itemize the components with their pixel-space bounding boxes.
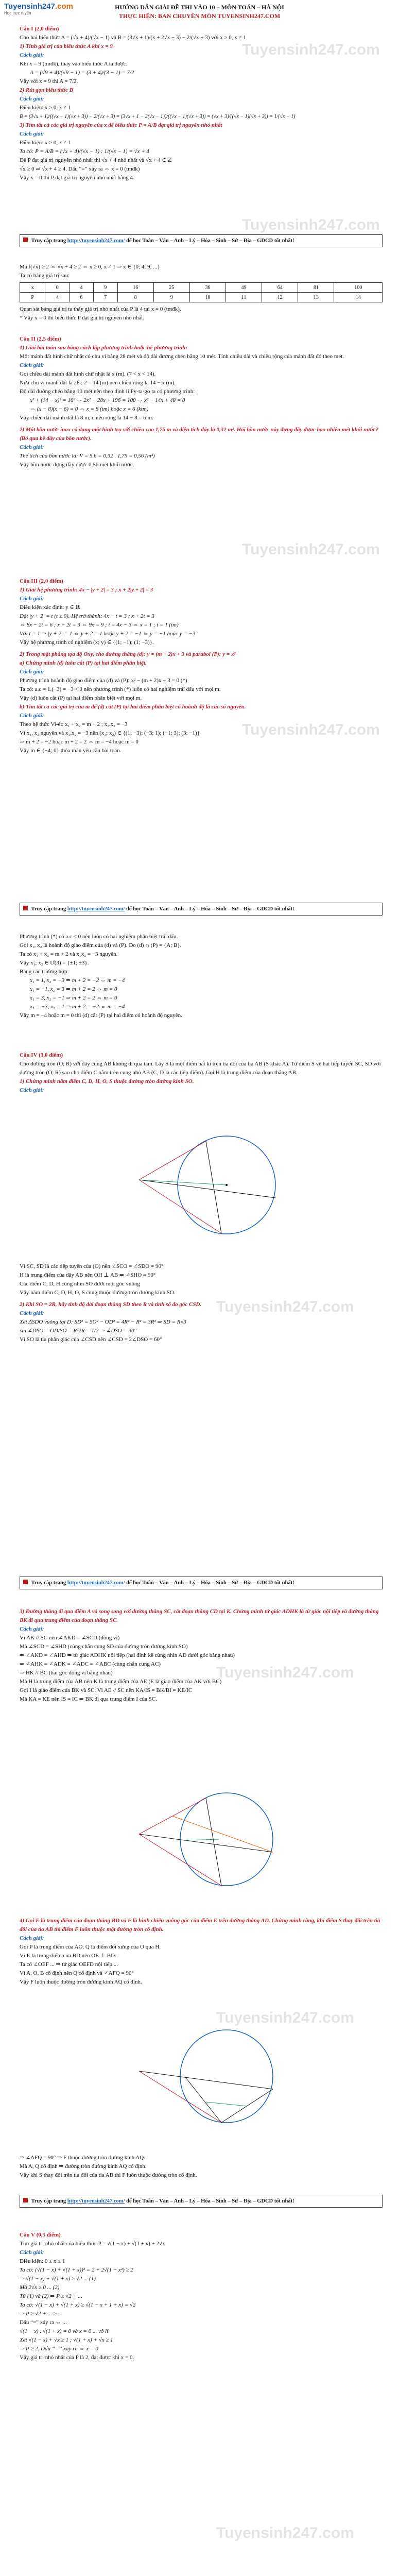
table-cell: 4 (45, 293, 70, 302)
table-cell: 13 (298, 293, 334, 302)
q3-cont-line: Vậy x₁; x₂ ∈ Ư(3) = {±1; ±3}. (20, 960, 89, 966)
site-logo[interactable]: Tuyensinh247.com Học trực tuyến (4, 2, 73, 15)
q3-cont-line: Gọi x₁, x₂ là hoành độ giao điểm của (d) và (P). Do (d) ∩ (P) = {A; B}. (20, 942, 182, 948)
tangent-sc (139, 1141, 206, 1180)
q4-part1-title: 1) Chứng minh năm điểm C, D, H, O, S thuộc đường tròn đường kính SO. (20, 1078, 194, 1084)
q5-line: Vậy giá trị nhỏ nhất của P là 2, đạt được khi x = 0. (20, 2354, 134, 2361)
q2-p2-line: Vậy bồn nước đựng đầy được 0,56 mét khối nước. (20, 462, 134, 468)
q2-p1-line: ⇔ (x − 8)(x − 6) = 0 ⇔ x = 8 (tm) hoặc x = 6 (ktm) (30, 406, 149, 412)
q2-part1-title: 1) Giải bài toán sau bằng cách lập phương trình hoặc hệ phương trình: (20, 345, 188, 351)
q4-p3-line: ⇒ ∠AHK = ∠ADK = ∠ADC = ∠ABC (cùng chắn cung AC) (20, 1661, 161, 1667)
segment-ef (206, 2102, 247, 2106)
solution-label: Cách giải: (20, 96, 44, 102)
bullet-icon (23, 238, 28, 242)
q1-p3-line: Để P đạt giá trị nguyên nhỏ nhất thì √x + 4 nhỏ nhất và √x + 4 ∈ ℤ (20, 157, 172, 163)
q4-p3-line: Mà H là trung điểm của AB nên K là trung điểm của AE (E là giao điểm của AK với BC) (20, 1679, 222, 1685)
question-4-part1-solution (20, 1262, 383, 1344)
q4-end-line: ⇒ ∠AFQ = 90° ⇒ F thuộc đường tròn đường kính AQ. (20, 2155, 145, 2161)
table-cell: 8 (117, 293, 153, 302)
q2-p1-line: Gọi chiều dài mảnh đất hình chữ nhật là x (m), (7 < x < 14). (20, 371, 156, 377)
q4-p1-line: Vậy năm điểm C, D, H, O, S cùng thuộc đường tròn đường kính SO. (20, 1290, 176, 1296)
q4-p3-line: Vì AK // SC nên ∠AKD = ∠SCD (đồng vị) (20, 1635, 120, 1641)
q4-p1-line: Vì SC, SD là các tiếp tuyến của (O) nên ∠SCO = ∠SDO = 90° (20, 1263, 164, 1269)
q3-cont-line: x₁ = 1, x₂ = −3 ⇒ m + 2 = −2 ⇔ m = −4 (30, 977, 125, 984)
question-1-title: Câu I (2,0 điểm) (20, 26, 59, 32)
q4-p3-line: Gọi I là giao điểm của BK và SC. Vì AE // SC nên KA/IS = BK/BI = KE/IC (20, 1687, 193, 1693)
q1-p3-line: Vậy x = 0 thì P đạt giá trị nguyên nhỏ nhất bằng 4. (20, 175, 134, 181)
q1-p3-line: Điều kiện: x ≥ 0, x ≠ 1 (20, 140, 71, 146)
q4-p4-line: Ta có ∠OEF ... ⇒ tứ giác OEFD nội tiếp ... (20, 1961, 118, 1968)
value-table (20, 282, 383, 302)
solution-label: Cách giải: (20, 52, 44, 58)
q3-cont-line: x₁ = 3, x₂ = −1 ⇒ m + 2 = 2 ⇔ m = 0 (30, 995, 117, 1001)
tuyensinh-link[interactable]: http://tuyensinh247.com/ (67, 238, 125, 244)
table-cell: 6 (70, 293, 94, 302)
q3-p1-line: ⇔ 8x − 2t = 6 ; x + 2t = 3 ⇔ 9x = 9 ; t = 4x − 3 ⇔ x = 1 ; t = 1 (tm) (20, 622, 179, 628)
q4-p1-line: Các điểm C, D, H cùng nhìn SO dưới một góc vuông (20, 1281, 140, 1287)
question-4-part4 (20, 1917, 383, 1987)
question-2 (20, 335, 383, 469)
q4-end-line: Mà A, Q cố định ⇒ đường tròn đường kính AQ cố định. (20, 2163, 147, 2170)
q2-part2-title: 2) Một bồn nước inox có dạng một hình trụ với chiều cao 1,75 m và diện tích đáy là 0,32 m². Hỏi bồn nước này đựng đầy được bao nhiêu mét khối nước? (Bỏ qua bề dày của bồn nước). (20, 427, 379, 442)
q1-cont-line: Quan sát bảng giá trị ta thấy giá trị nhỏ nhất của P là 4 tại x = 0 (tmđk). (20, 306, 181, 312)
q3-p1-line: Vậy hệ phương trình có nghiệm (x; y) ∈ {(1; −1); (1; −3)}. (20, 639, 154, 646)
point-o (225, 1184, 228, 1186)
question-3 (20, 577, 383, 755)
watermark: Tuyensinh247.com (216, 2524, 354, 2541)
question-1-intro: Cho hai biểu thức A = (√x + 4)/(√x − 1) và B = (3√x + 1)/(x + 2√x − 3) − 2/(√x + 3) với x ≥ 0, x ≠ 1 (20, 35, 246, 41)
q4-p1-line: H là trung điểm của dây AB nên OH ⊥ AB ⇒ ∠SHO = 90° (20, 1272, 156, 1278)
table-cell: 16 (117, 283, 153, 293)
question-5 (20, 2231, 383, 2362)
solution-label: Cách giải: (20, 1935, 44, 1941)
table-cell: 4 (70, 283, 94, 293)
question-4 (20, 1051, 383, 1095)
q4-end-line: Vậy khi S thay đổi trên tia đối của tia AB thì F luôn thuộc đường tròn cố định. (20, 2172, 197, 2178)
header-subtitle: THỰC HIỆN: BAN CHUYÊN MÔN TUYENSINH247.COM (118, 12, 281, 20)
table-cell: 49 (226, 283, 262, 293)
q1-p1-line: A = (√9 + 4)/(√9 − 1) = (3 + 4)/(3 − 1) = 7/2 (30, 70, 134, 76)
q1-part2-title: 2) Rút gọn biểu thức B (20, 87, 74, 93)
q5-line: Dấu “=” xảy ra ⇔ ... (20, 2319, 67, 2326)
promo-note: Truy cập trang http://tuyensinh247.com/ để học Toán – Văn – Anh – Lý – Hóa – Sinh – Sử – Địa – GDCD tốt nhất! (20, 2195, 383, 2208)
document-header (0, 3, 399, 21)
solution-label: Cách giải: (20, 444, 44, 450)
table-cell: P (20, 293, 45, 302)
solution-label: Cách giải: (20, 2249, 44, 2256)
table-cell: 11 (226, 293, 262, 302)
q5-line: Xét √(1 − x) + √x ≥ 1 ; √(1 + x) + √x ≥ 1 (20, 2337, 113, 2343)
table-cell: 0 (45, 283, 70, 293)
q3-p2a-line: Phương trình hoành độ giao điểm của (d) và (P): x² − (m + 2)x − 3 = 0 (*) (20, 677, 187, 684)
q2-p1-line: x² + (14 − x)² = 10² ⇔ 2x² − 28x + 196 = 100 ⇔ x² − 14x + 48 = 0 (30, 397, 185, 403)
q4-p4-line: Vì A, O, B cố định nên Q cố định và ∠AFQ = 90° (20, 1970, 134, 1976)
q4-p2-line: sin ∠DSO = OD/SO = R/2R = 1/2 ⇒ ∠DSO = 30° (20, 1328, 137, 1334)
geometry-figure-3 (129, 1999, 283, 2143)
q4-part3-title: 3) Đường thẳng đi qua điểm A và song song với đường thẳng SC, cắt đoạn thẳng CD tại K. Chứng minh tứ giác ADHK là tứ giác nội tiếp và đường thẳng BK đi qua trung điểm của đoạn thẳng SC. (20, 1608, 379, 1623)
watermark: Tuyensinh247.com (216, 1664, 354, 1681)
q5-line: Ta có: √(1 − x) + √(1 + x) ≥ √(1 − x + 1 + x) = √2 (20, 2302, 136, 2308)
q3-part1-title: 1) Giải hệ phương trình: 4x − |y + 2| = 3 ; x + 2|y + 2| = 3 (20, 587, 153, 593)
q3-cont-line: x₁ = −3, x₂ = 1 ⇒ m + 2 = −2 ⇔ m = −4 (30, 1004, 125, 1010)
q1-p1-line: Khi x = 9 (tmđk), thay vào biểu thức A ta được: (20, 61, 128, 67)
circle-o (180, 1793, 273, 1886)
table-cell: x (20, 283, 45, 293)
watermark: Tuyensinh247.com (242, 541, 380, 558)
table-cell: 64 (262, 283, 298, 293)
q4-p3-line: Mà KA = KE nên IS = IC ⇒ BK đi qua trung điểm I của SC. (20, 1696, 157, 1702)
question-4-end (20, 2154, 383, 2180)
q1-p3-line: Ta có: P = A/B = (√x + 4)/(√x − 1) : 1/(√x − 1) = √x + 4 (20, 148, 149, 155)
q1-p3-line: √x ≥ 0 ⇒ √x + 4 ≥ 4. Dấu “=” xảy ra ⇔ x = 0 (tmđk) (20, 166, 140, 172)
chord-cd (206, 1798, 221, 1886)
q3-cont-line: Ta có x₁ + x₂ = m + 2 và x₁x₂ = −3 nguyên. (20, 951, 118, 957)
tangent-sd (139, 1180, 221, 1233)
table-cell: 12 (262, 293, 298, 302)
question-5-intro: Tìm giá trị nhỏ nhất của biểu thức P = √(1 − x) + √(1 + x) + 2√x (20, 2241, 165, 2247)
question-4-intro: Cho đường tròn (O; R) với dây cung AB không đi qua tâm. Lấy S là một điểm bất kì trên tia đối của tia AB (S khác A). Từ điểm S vẽ hai tiếp tuyến SC, SD với đường tròn (O; R) sao cho điểm C nằm trên cung nhỏ AB (C, D là các tiếp điểm). Gọi H là trung điểm của đoạn thẳng AB. (20, 1061, 381, 1076)
q4-p3-line: Mà ∠SCD = ∠SHD (cùng chắn cung SD của đường tròn đường kính SO) (20, 1643, 188, 1650)
question-4-part3 (20, 1607, 383, 1704)
table-cell: 14 (334, 293, 383, 302)
table-cell: 100 (334, 283, 383, 293)
line-sab (139, 1180, 275, 1198)
q3-p2b-line: Theo hệ thức Vi-ét: x₁ + x₂ = m + 2 ; x₁.x₂ = −3 (20, 721, 128, 727)
segment-ad (185, 2077, 221, 2123)
q5-line: ⇒ P ≥ √2 + ... ≥ ... (20, 2311, 62, 2317)
solution-label: Cách giải: (20, 1626, 44, 1632)
q2-p2-line: Thể tích của bồn nước là: V = S.h = 0,32 . 1,75 = 0,56 (m³) (20, 453, 155, 459)
q1-p2-line: B = (3√x + 1)/((√x − 1)(√x + 3)) − 2/(√x + 3) = (3√x + 1 − 2(√x − 1))/((√x − 1)(√x + 3)) = (√x + 3)/((√x − 1)(√x + 3)) = 1/(√x − 1) (20, 114, 296, 120)
table-cell: 9 (93, 283, 117, 293)
q2-p1-line: Nửa chu vi mảnh đất là 28 : 2 = 14 (m) nên chiều rộng là 14 − x (m). (20, 380, 176, 386)
q3-cont-line: x₁ = −1, x₂ = 3 ⇒ m + 2 = 2 ⇔ m = 0 (30, 986, 117, 992)
q3-p1-line: Điều kiện xác định: y ∈ ℝ (20, 604, 80, 611)
table-cell: 10 (189, 293, 225, 302)
q1-cont-line: Ta có bảng giá trị sau: (20, 273, 70, 279)
q1-p1-line: Vậy với x = 9 thì A = 7/2. (20, 78, 78, 84)
tuyensinh-link[interactable]: http://tuyensinh247.com/ (67, 2198, 125, 2204)
q4-p3-line: ⇒ HK // BC (hai góc đồng vị bằng nhau) (20, 1670, 113, 1676)
geometry-figure-2 (129, 1762, 283, 1906)
q2-p1-line: Độ dài đường chéo bằng 10 mét nên theo định lí Py-ta-go ta có phương trình: (20, 388, 195, 395)
q3-p2b-line: ⇒ m + 2 = −2 hoặc m + 2 = 2 ⇔ m = −4 hoặc m = 0 (20, 739, 138, 745)
promo-note: Truy cập trang http://tuyensinh247.com/ để học Toán – Văn – Anh – Lý – Hóa – Sinh – Sử – Địa – GDCD tốt nhất! (20, 1577, 383, 1589)
q5-line: Điều kiện: 0 ≤ x ≤ 1 (20, 2258, 65, 2264)
watermark: Tuyensinh247.com (242, 216, 380, 233)
question-3-title: Câu III (2,0 điểm) (20, 578, 63, 584)
q3-part2a-title: a) Chứng minh (d) luôn cắt (P) tại hai điểm phân biệt. (20, 660, 147, 666)
geometry-figure-1 (129, 1097, 283, 1252)
table-cell: 25 (153, 283, 189, 293)
q1-part1-title: 1) Tính giá trị của biểu thức A khi x = 9 (20, 43, 113, 49)
q4-p3-line: ⇒ ∠AKD = ∠AHD ⇒ tứ giác ADHK nội tiếp (hai đỉnh kề cùng nhìn AD dưới góc bằng nhau) (20, 1652, 235, 1658)
table-cell: 9 (153, 293, 189, 302)
q5-line: Ta có: (√(1 − x) + √(1 + x))² = 2 + 2√(1 − x²) ≥ 2 (20, 2267, 133, 2273)
q3-p2a-line: Ta có: a.c = 1.(−3) = −3 < 0 nên phương trình (*) luôn có hai nghiệm trái dấu với mọi m. (20, 686, 221, 692)
q4-part4-title: 4) Gọi E là trung điểm của đoạn thẳng BD và F là hình chiếu vuông góc của điểm E trên đường thẳng AD. Chứng minh rằng, khi điểm S thay đổi trên tia đối của tia AB thì điểm F luôn thuộc một đường tròn cố định. (20, 1918, 380, 1933)
q4-p2-line: Vì SO là tia phân giác của ∠CSD nên ∠CSD = 2∠DSO = 60° (20, 1336, 162, 1343)
q1-cont-line: * Vậy x = 0 thì biểu thức P đạt giá trị nguyên nhỏ nhất. (20, 315, 145, 321)
segment-bk (172, 1816, 273, 1852)
q3-p2a-line: Vậy (d) luôn cắt (P) tại hai điểm phân biệt với mọi m. (20, 695, 142, 701)
q4-p4-line: Gọi P là trung điểm của AO, Q là điểm đối xứng của O qua H. (20, 1944, 161, 1950)
q4-p4-line: Vậy F luôn thuộc đường tròn đường kính AQ cố định. (20, 1979, 142, 1985)
q3-p2b-line: Vậy m ∈ {−4; 0} thỏa mãn yêu cầu bài toán. (20, 748, 122, 754)
solution-label: Cách giải: (20, 596, 44, 602)
solution-label: Cách giải: (20, 131, 44, 137)
chord-cd (206, 1141, 221, 1233)
table-cell: 81 (298, 283, 334, 293)
q3-p1-line: Với t = 1 ⇒ |y + 2| = 1 ⇔ y + 2 = 1 hoặc y + 2 = −1 ⇔ y = −1 hoặc y = −3 (20, 631, 196, 637)
q4-p4-line: Vì E là trung điểm của BD nên OE ⊥ BD. (20, 1953, 116, 1959)
q5-line: ⇒ P ≥ 2. Dấu “=” xảy ra ⇔ x = 0 (20, 2346, 98, 2352)
question-3-continued (20, 933, 383, 1020)
q5-line: Từ (1) và (2) ⇒ P ≥ √2 + ... (20, 2293, 82, 2299)
question-1-continued (20, 263, 383, 280)
q2-part1-text: Một mảnh đất hình chữ nhật có chu vi bằng 28 mét và độ dài đường chéo bằng 10 mét. Tính chiều dài và chiều rộng của mảnh đất đó theo mét. (20, 353, 344, 360)
table-cell: 7 (93, 293, 117, 302)
solution-label: Cách giải: (20, 362, 44, 368)
watermark: Tuyensinh247.com (242, 41, 380, 58)
q3-p2b-line: Vì x₁, x₂ nguyên và x₁.x₂ = −3 nên (x₁; x₂) ∈ {(1; −3); (−3; 1); (−1; 3); (3; −1)} (20, 730, 200, 736)
watermark: Tuyensinh247.com (242, 721, 380, 738)
q1-p2-line: Điều kiện: x ≥ 0, x ≠ 1 (20, 105, 71, 111)
q4-p2-line: Xét ΔSDO vuông tại D: SD² = SO² − OD² = 4R² − R² = 3R² ⇒ SD = R√3 (20, 1319, 187, 1325)
q4-part2-title: 2) Khi SO = 2R, hãy tính độ dài đoạn thẳng SD theo R và tính số đo góc CSD. (20, 1301, 202, 1308)
tuyensinh-link[interactable]: http://tuyensinh247.com/ (67, 906, 125, 912)
q5-line: Mà 2√x ≥ 0 ... (2) (20, 2284, 60, 2291)
promo-note: Truy cập trang http://tuyensinh247.com/ để học Toán – Văn – Anh – Lý – Hóa – Sinh – Sử – Địa – GDCD tốt nhất! (20, 234, 383, 247)
question-4-title: Câu IV (3,0 điểm) (20, 1052, 63, 1058)
table-cell: 36 (189, 283, 225, 293)
promo-note: Truy cập trang http://tuyensinh247.com/ để học Toán – Văn – Anh – Lý – Hóa – Sinh – Sử – Địa – GDCD tốt nhất! (20, 903, 383, 916)
watermark: Tuyensinh247.com (216, 2009, 354, 2026)
q2-p1-line: Vậy chiều dài mảnh đất là 8 m, chiều rộng là 14 − 8 = 6 m. (20, 415, 153, 421)
question-1 (20, 25, 383, 182)
solution-label: Cách giải: (20, 1310, 44, 1316)
line-sab (139, 1834, 273, 1852)
header-title: HƯỚNG DẪN GIẢI ĐỀ THI VÀO 10 – MÔN TOÁN – HÀ NỘI (115, 4, 284, 11)
q1-cont-line: Mà f(√x) ≥ 2 ⇔ √x + 4 ≥ 2 ⇔ x ≥ 0, x ≠ 1 ⇒ x ∈ {0; 4; 9; ...} (20, 264, 160, 270)
q3-cont-line: Vậy m = −4 hoặc m = 0 thì (d) cắt (P) tại hai điểm có hoành độ nguyên. (20, 1012, 182, 1019)
q3-cont-line: Bảng các trường hợp: (20, 969, 69, 975)
tuyensinh-link[interactable]: http://tuyensinh247.com/ (67, 1580, 125, 1586)
q3-cont-line: Phương trình (*) có a.c < 0 nên luôn có hai nghiệm phân biệt trái dấu. (20, 934, 178, 940)
circle-o (180, 2030, 273, 2123)
q3-part2b-title: b) Tìm tất cả các giá trị của m để (d) cắt (P) tại hai điểm phân biệt có hoành độ là các số nguyên. (20, 704, 246, 710)
q3-part2-title: 2) Trong mặt phẳng tọa độ Oxy, cho đường thẳng (d): y = (m + 2)x + 3 và parabol (P): y = x² (20, 651, 236, 657)
q1-part3-title: 3) Tìm tất cả các giá trị nguyên của x để biểu thức P = A/B đạt giá trị nguyên nhỏ nhất (20, 122, 222, 128)
bullet-icon (23, 906, 28, 910)
question-1-conclusion (20, 305, 383, 323)
solution-label: Cách giải: (20, 669, 44, 675)
q3-p1-line: Đặt |y + 2| = t (t ≥ 0). Hệ trở thành: 4x − t = 3 ; x + 2t = 3 (20, 613, 154, 619)
segment-ak (185, 1839, 219, 1840)
watermark: Tuyensinh247.com (216, 1298, 354, 1315)
question-5-title: Câu V (0,5 điểm) (20, 2232, 61, 2238)
line-sab (139, 2071, 273, 2089)
question-2-title: Câu II (2,5 điểm) (20, 336, 61, 342)
solution-label: Cách giải: (20, 713, 44, 719)
q5-line: √(1 − x) . √(1 + x) = 0 và x = 0 ... vô lí (20, 2328, 109, 2334)
q5-line: ⇒ √(1 − x) + √(1 + x) ≥ √2 ... (1) (20, 2276, 96, 2282)
solution-label: Cách giải: (20, 1087, 44, 1093)
bullet-icon (23, 2198, 28, 2202)
bullet-icon (23, 1580, 28, 1584)
